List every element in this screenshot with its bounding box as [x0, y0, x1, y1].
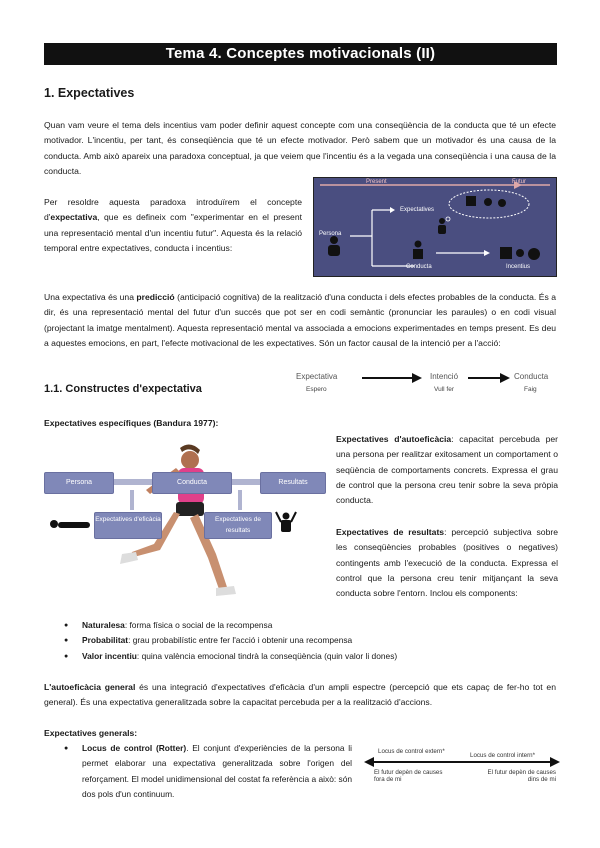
label-locus-extern-desc: El futur depèn de causes fora de mi [374, 769, 443, 783]
text: (anticipació cognitiva) de la realització d'una conducta i dels efectes probables de la conducta. És a dir, és una representació mental del futur d'un succés que pot ser en codi semàntic (pronunciar les paraules) o en codi visual (projectant la imatge mentalment). Aquesta representació mental va associada a emocions experimentades en temps present. Es deu a aquestes emocions, en part, l'efecte motivacional de les expectatives. Són un factor causal de la intenció per a l'acció: [44, 292, 556, 348]
general-expectations-heading: Expectatives generals: [44, 728, 138, 738]
bandura-figure [40, 440, 330, 605]
label-behavior: Conducta [406, 264, 432, 270]
section-heading-constructes: 1.1. Constructes d'expectativa [44, 383, 202, 395]
results-expectations-definition [336, 525, 558, 601]
page-title: Tema 4. Conceptes motivacionals (II) [44, 43, 557, 65]
text: , que es defineix com "experimentar en el present una representació mental d'un incentiu futur". Aquesta és la relació temporal entre expectatives, conducta i incentius: [44, 212, 302, 253]
term-expectativa: expectativa [50, 212, 98, 223]
text: és una integració d'expectatives d'eficàcia d'un ampli espectre (percepció que ets capaç de fer-ho tot en general). És una expectativa generalitzada sobre la capacitat percebuda per a la realització d'accions. [44, 682, 556, 708]
specific-expectations-heading: Expectatives específiques (Bandura 1977): [44, 418, 219, 428]
term-resultats: Expectatives de resultats [336, 527, 445, 537]
paragraph-prediccio [44, 290, 556, 351]
label-locus-intern: Locus de control intern* [470, 752, 536, 759]
box-expectatives-eficacia: Expectatives d'eficàcia [94, 512, 162, 539]
text: : percepció subjectiva sobre les conseqüències probables (positives o negatives) contingents amb l'execució de la conducta. Expressa el control que la persona creu tenir mitjançant la seva conducta sobre l'entorn. Inclou els components: [336, 527, 558, 599]
components-list [62, 618, 552, 664]
locus-diagram [364, 748, 560, 794]
paragraph-expectativa-definition [44, 195, 302, 256]
term-locus: Locus de control [82, 743, 153, 753]
label-future: Futur [512, 179, 527, 185]
text: Una expectativa és una [44, 292, 137, 302]
component-label: Naturalesa [82, 620, 125, 630]
chain-sub-espero: Espero [306, 386, 327, 393]
text: : capacitat percebuda per una persona per realitzar exitosament un comportament o seqüència de comportaments concrets. Expressa el grau de control que la persona creu tenir sobre la seva pròpia conducta. [336, 434, 559, 506]
term-locus-author: (Rotter) [152, 743, 187, 753]
box-persona: Persona [44, 472, 114, 494]
locus-text: . El conjunt d'experiències de la persona li permet elaborar una expectativa generalitzada sobre l'origen del reforçament. El model unidimensional del costat fa referència a això: són dos pols d'un continuum. [82, 743, 353, 799]
chain-sub-faig: Faig [524, 386, 537, 393]
label-present: Present [366, 179, 387, 185]
chain-conducta: Conducta [514, 372, 549, 381]
list-item [62, 649, 552, 664]
text: Per resoldre aquesta paradoxa introduïrem el concepte d' [44, 197, 302, 223]
label-person: Persona [319, 231, 342, 237]
list-item [62, 633, 552, 648]
list-item [62, 618, 552, 633]
term-autoeficacia: Expectatives d'autoeficàcia [336, 434, 452, 444]
general-self-efficacy [44, 680, 556, 711]
bandura-graphics [40, 440, 330, 605]
box-expectatives-resultats: Expectatives de resultats [204, 512, 272, 539]
term-prediccio: predicció [136, 292, 175, 302]
timeline-diagram-graphics [314, 178, 556, 276]
paragraph-intro: Quan vam veure el tema dels incentius vam poder definir aquest concepte com una conseqüència de la conducta que té un efecte motivador. L'incentiu, per tant, és conseqüència que té un efecte motivador. Però sabem que un motivador és una causa de la conducta. Amb això apareix una paradoxa conceptual, ja que veiem que l'incentiu és a la vegada una conseqüència i una causa de la conducta. [44, 120, 556, 176]
label-expectations: Expectatives [400, 207, 435, 213]
section-heading-expectatives: 1. Expectatives [44, 86, 135, 100]
term-autoeficacia-general: L'autoeficàcia general [44, 682, 136, 692]
timeline-diagram [313, 177, 557, 277]
list-item [62, 741, 352, 802]
box-conducta: Conducta [152, 472, 232, 494]
component-text: : quina valència emocional tindrà la conseqüència (quin valor li dones) [136, 650, 398, 661]
component-text: : grau probabilístic entre fer l'acció i obtenir una recompensa [128, 635, 353, 646]
general-expectations-list [62, 741, 352, 802]
component-label: Probabilitat [82, 635, 129, 646]
chain-diagram [296, 371, 558, 399]
chain-expectativa: Expectativa [296, 372, 338, 381]
label-locus-extern: Locus de control extern* [378, 748, 445, 755]
self-efficacy-definition [336, 432, 558, 508]
label-incentive: Incentius [506, 264, 531, 270]
component-label: Valor incentiu [82, 650, 137, 661]
chain-sub-vull-fer: Vull fer [434, 386, 454, 393]
label-locus-intern-desc: El futur depèn de causes dins de mi [487, 769, 556, 783]
box-resultats: Resultats [260, 472, 326, 494]
chain-intencio: Intenció [430, 372, 459, 381]
component-text: : forma física o social de la recompensa [124, 620, 273, 630]
